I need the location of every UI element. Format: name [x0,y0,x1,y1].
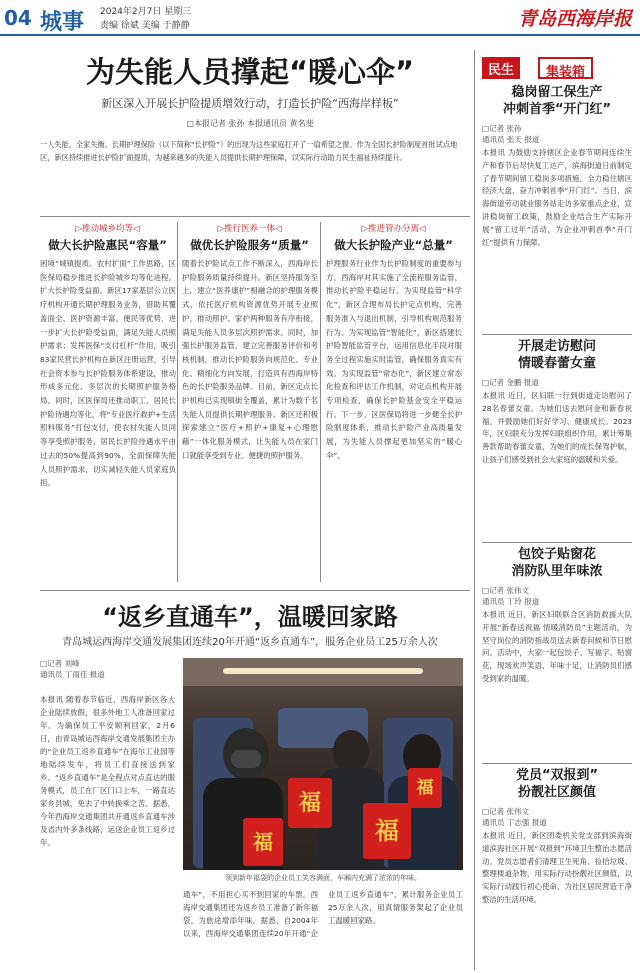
column-rule [177,222,178,582]
fu-gift-bag: 福 [243,818,283,866]
sidebar-rule [474,50,475,970]
sidebar-item-title: 开展走访慰问 情暖春蕾女童 [517,339,596,371]
column-body-2: 随着长护险试点工作不断深入，西海岸长护险服务质量持续提升。新区坚持服务至上，建立“医养康护”相融合的护理服务模式，依托医疗机构资源优势开展专业照护，推动照护、家护两种服务有序衔接，满足失能人员多层次照护需求。同时，加强长护服务监管，建立完善服务评价和考核机制，推动长护险服务向规范化、专业化、精细化方向发展，打造具有西海岸特色的长护险服务品牌。目前，新区定点长护机构已实现镇街全覆盖，累计为数千名失能人员提供长期护理服务。新区还积极探索建立“医疗+照护+康复+心理慰藉”一体化服务模式，让失能人员在家门口就能享受到专业、便捷的照护服务。 [182,259,318,460]
column-title: 做大长护险产业“总量” [334,238,453,252]
face-mask [231,750,261,768]
sidebar-item-body: 本报讯 为鼓励支持辖区企业春节期间连续生产和春节后尽快复工达产，滨海街道日前制定了春节期间留工稳岗多项措施，全力稳住辖区经济大盘，奋力冲刺首季“开门红”。当日，滨海街道劳动就业服务站走访多家重点企业，宣讲稳岗留工政策，鼓励企业结合生产实际开展“留工过年”活动，为企业冲刺首季“开门红”提供有力保障。 [482,148,632,247]
column-title: 做优长护险服务“质量” [190,238,309,252]
story2-headline: “返乡直通车”，温暖回家路 [102,603,398,631]
story2-byline: □记者 刘峰 通讯员 丁雨佳 报道 [40,659,105,679]
fu-gift-bag: 福 [288,778,332,828]
sidebar-item-byline: □记者 张伟文 通讯员 丁志强 报道 [482,807,547,827]
column-body-1: 困境“城镇提质、农村扩面”工作思路，区医保局稳步推进长护险城乡均等化进程，扩大长护险受益面。新区17家基层公立医疗机构开通长期护理服务业务，借助其覆盖面全、医护资源丰富、便民等优势，进一步扩大长护险受益面，满足失能人员照护需求；发挥医保“支付杠杆”作用，吸引83家民营长护机构在新区注册运营，引导社会资本参与长护险服务体系建设，推动形成多元化、多层次的长期照护服务格局。同时，区医保局还推动职工、居民长护险待遇均等化，将“专业医疗救护+生活照料服务”打包支付，使农村失能人员同等享受照护服务，居民长护险待遇水平由过去的50%提高到90%，全面保障失能人员照护需求，切实减轻失能人员家庭负担。 [40,259,176,488]
divider [40,216,470,217]
sidebar-item-body: 本报讯 近日，区妇联一行到街道走访慰问了28名春蕾女童。为她们送去慰问金和新春祝福，并鼓励她们好好学习、健康成长。2023年，区妇联充分发挥妇联组织作用，累计筹集善款帮助春蕾女童，为她们的成长保驾护航，让孩子们感受到社会大家庭的温暖和关爱。 [482,391,632,464]
photo-caption: 领到新年福袋的企业员工笑容满面，车厢内充满了浓浓的年味。 [225,874,421,882]
masthead-logo: 青岛西海岸报 [517,8,632,30]
divider [40,590,470,591]
editors-line: 责编 徐斌 美编 于静静 [100,21,190,31]
divider [482,334,632,335]
sidebar-item-title: 党员“双报到” 扮靓社区颜值 [515,768,599,800]
column-head-1 [40,222,175,253]
main-lead-paragraph: 一人失能，全家失衡。长期护理保险（以下简称“长护险”）的出现为这些家庭打开了一扇希望之窗。作为全国长护险制度首批试点地区，新区持续推进长护险扩面提质，为越来越多的失能人员提供长期护理保障，以实际行动助力民生福祉持续提升。 [40,140,458,162]
main-headline: 为失能人员撑起“暖心伞” [85,55,415,89]
column-kicker: ▷推动城乡均等◁ [75,224,140,234]
column-rule [320,222,321,582]
ceiling-light [223,668,423,674]
passenger-head [333,730,369,772]
column-head-3 [326,222,461,253]
sidebar-item-title: 包饺子贴窗花 消防队里年味浓 [511,547,603,579]
page-header [0,0,640,36]
sidebar-banner [482,57,632,79]
news-photo [183,658,463,870]
divider [482,542,632,543]
column-kicker: ▷推行医养一体◁ [217,224,282,234]
story2-body: 本报讯 随着春节临近，西海岸新区各大企业陆续放假，很多外地工人准备回家过年。为确保员工平安顺利回家，2月6日，由青岛城运西海岸交通发展集团主办的“企业员工返乡直通车”在海尔工业园等地陆续发车，将员工们直接送到家乡。“返乡直通车”是全程点对点直达的服务模式，员工在厂区门口上车，一路直达家乡县城，免去了中转换乘之苦。据悉，今年西海岸交通集团共开通返乡直通车涉及省内外多条线路，运送企业员工返乡过年。 [40,695,175,847]
main-byline: □本报记者 张孙 本报通讯员 黄名斐 [186,119,314,128]
column-kicker: ▷推进管办分离◁ [361,224,426,234]
sidebar-item-title: 稳岗留工保生产 冲刺首季“开门红” [502,85,612,117]
column-title: 做大长护险惠民“容量” [48,238,167,252]
story2-subheadline: 青岛城运西海岸交通发展集团连续20年开通“返乡直通车”，服务企业员工25万余人次 [62,637,438,648]
sidebar-item-body: 本报讯 近日，新区团委机关党支部到滨海街道滨海社区开展“双报到”环境卫生整治志愿活动。党员志愿者们清理卫生死角、捡拾垃圾、整理楼道杂物，用实际行动扮靓社区颜值，以实际行动践行初心使命，为社区居民营造干净整洁的生活环境。 [482,831,632,904]
main-subheadline: 新区深入开展长护险提质增效行动，打造长护险“西海岸样板” [101,97,399,110]
issue-date: 2024年2月7日 星期三 [100,7,192,17]
banner-label: 民生 [482,57,520,79]
fu-gift-bag: 福 [363,803,411,859]
sidebar-item-byline: □记者 张伟文 通讯员 丁玲 报道 [482,586,540,606]
banner-label: 集装箱 [538,57,593,79]
sidebar-item-byline: □记者 张孙 通讯员 张天 报道 [482,124,540,144]
fu-gift-bag: 福 [408,768,442,808]
sidebar-item-body: 本报讯 近日，新区妇联联合区消防救援大队开展“新春送祝福 情暖消防员”主题活动，为坚守岗位的消防指战员送去新春问候和节日慰问。活动中，大家一起包饺子、写福字、贴窗花，现场欢声笑语，年味十足，让消防员们感受到家的温暖。 [482,610,632,683]
sidebar-item-byline: □记者 金鹏 报道 [482,378,539,387]
column-body-3: 护理服务行业作为长护险制度的重要参与方，西海岸对其实施了全流程服务监管，推动长护险平稳运行。为实现监管“科学化”，新区合理布局长护定点机构，完善服务准入与退出机制，引导机构规范服务行为。为实现监管“智能化”，新区搭建长护险智能监管平台，运用信息化手段对服务全过程实施实时监管，确保服务真实有效。为实现监管“常态化”，新区建立常态化检查和评估工作机制，对定点机构开展专项检查，确保长护险基金安全平稳运行。下一步，区医保局将进一步健全长护险制度体系，推动长护险产业高质量发展，为失能人员撑起更加坚实的“暖心伞”。 [326,259,462,460]
column-head-2 [182,222,317,253]
story2-body-continued: 通车”，不用担心买不到回家的车票。西海岸交通集团还为返乡员工准备了新年福袋，为旅途增添年味。据悉，自2004年以来，西海岸交通集团连续20年开通“企业员工返乡直通车”，累计服务企业员工25万余人次，用真情服务架起了企业员工温暖回家路。 [183,890,463,938]
section-name: 城事 [40,10,85,35]
divider [482,763,632,764]
page-number: 04 [4,6,32,30]
